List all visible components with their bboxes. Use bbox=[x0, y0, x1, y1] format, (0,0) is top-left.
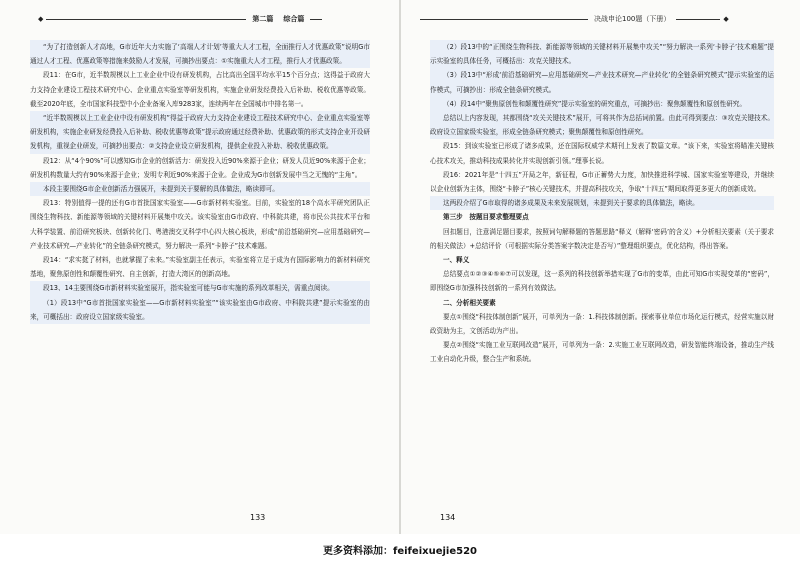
paragraph: 段14：“求实挺了材料，也就掌握了未来。”实验室副主任表示，实验室将立足于成为有国际影响力的新材料研究基地，聚焦原创性和颠覆性研究、自主创新，打造大湾区的创新高地。 bbox=[30, 256, 370, 279]
paragraph: “为了打造创新人才高地，G市近年大力实施了‘高端人才计划’等重大人才工程，全面推行人才优惠政策”说明G市通过人才工程、优惠政策等措施来鼓励人才发展，可摘抄出要点：①实施重大人才工程，推行人才优惠政策。 bbox=[30, 40, 370, 68]
paragraph: （3）段13中“形成‘前沿基础研究—应用基础研究—产业技术研究—产业转化’的全链条研究模式”提示实验室的运作模式，可摘抄出：形成全链条研究模式。 bbox=[430, 68, 774, 96]
paragraph: “近半数规模以上工业企业中设有研发机构”得益于政府大力支持企业建设工程技术研究中心、企业重点实验室等研发机构，实施企业研发经费投入后补助、税收优惠等政策”提示政府通过经费补助、优惠政策的形式支持企业开设研发机构，重视企业研发，可摘抄出要点：②支持企业设立研发机构，提供企业投入补助、税收优惠政策。 bbox=[30, 111, 370, 154]
paragraph: 总结要点①②③④⑤⑥⑦可以发现，这一系列的科技创新举措实现了G市的变革，由此可知G市实现变革的“密码”，即围绕G市加强科技创新的一系列有效做法。 bbox=[430, 270, 774, 293]
paragraph: 段13：特别值得一提的还有G市首批国家实验室——G市新材料实验室。目前，实验室的18个高水平研究团队正围绕生物科技、新能源等领域的关键材料开展集中攻关。该实验室由G市政府、中科院共建，将市民公共技术平台和大科学装置、前沿研究板块、创新转化门、粤港澳交叉科学中心四大核心板块，形成“前沿基础研究—应用基础研究—产业技术研究—产业转化”的全链条研究模式，努力解决一系列“卡脖子”技术难题。 bbox=[30, 199, 370, 250]
paragraph: 要点②围绕“实施工业互联网改造”展开，可单列为一条：2.实施工业互联网改造，研发智能终端设备，推动生产线工业自动化升级，整合生产和系统。 bbox=[430, 341, 774, 364]
paragraph: 段12：从“4个90%”可以感知G市企业的创新活力：研发投入近90%来源于企业；研发人员近90%来源于企业；研发机构数量大约有90%来源于企业；发明专利近90%来源于企业。企业成为G市创新发展中当之无愧的“主角”。 bbox=[30, 156, 370, 179]
header-part: 第二篇 bbox=[252, 15, 274, 23]
paragraph: 这两段介绍了G市取得的诸多成果及未来发展规划，未提到关于要求的具体做法，略读。 bbox=[430, 196, 774, 210]
paragraph: 要点①围绕“科技体制创新”展开，可单列为一条：1.科技体制创新。探索事业单位市场化运行模式，经营实施以财政资助为主，文创活动为产出。 bbox=[430, 312, 774, 336]
diamond-icon: ◆ bbox=[723, 15, 729, 23]
paragraph: 一、释义 bbox=[443, 256, 470, 265]
left-running-header bbox=[38, 14, 378, 24]
paragraph: 段15：到该实验室已形成了诸多成果，还在国际权威学术期刊上发表了数篇文章。“该下来，实验室将瞄准关键核心技术攻关，推动科技成果转化并实现创新引领。”理事长说。 bbox=[430, 142, 774, 165]
right-page-body bbox=[430, 40, 774, 367]
book-title: 决战申论100题（下册） bbox=[594, 15, 671, 23]
left-page-body bbox=[30, 40, 370, 324]
header-rule bbox=[676, 19, 720, 20]
footer-promo-text: 更多资料添加：feifeixuejie520 bbox=[323, 546, 477, 557]
paragraph: 段11：在G市，近半数规模以上工业企业中设有研发机构，占比高出全国平均水平15个百分点；这得益于政府大力支持企业建设工程技术研究中心、企业重点实验室等研发机构，实施企业研发经费投入后补助、税收优惠等政策。截至2020年底，全市国家科技型中小企业备案入库9283家，连续两年在全国城市中排名第一。 bbox=[30, 71, 370, 108]
header-rule bbox=[46, 19, 246, 20]
paragraph: 本段主要围绕G市企业创新活力强展开，未提到关于要解的具体做法，略读即可。 bbox=[30, 182, 370, 196]
page-number-left: 133 bbox=[250, 513, 266, 522]
paragraph: 回扣题目，注意满足题目要求，按照词句解释题的答题思路“释义（解释‘密码’的含义）+分析相关要素（关于要求的相关做法）+总结评价（可根据实际分类答案字数决定是否写）”整理组织要点，优化结构，得出答案。 bbox=[430, 227, 774, 250]
paragraph: （1）段13中“G市首批国家实验室——G市新材料实验室”“该实验室由G市政府、中科院共建”提示实验室的由来，可概括出：政府设立国家级实验室。 bbox=[30, 296, 370, 324]
paragraph: 总结以上内容发现，其都围绕“攻关关键技术”展开，可将其作为总括词前置。由此可得到要点：③攻克关键技术。政府设立国家级实验室，形成全链条研究模式；聚焦颠覆性和原创性研究。 bbox=[430, 111, 774, 139]
header-rule bbox=[420, 19, 588, 20]
book-spine bbox=[399, 0, 401, 534]
paragraph: 二、分析相关要素 bbox=[443, 298, 496, 307]
header-rule bbox=[310, 19, 322, 20]
paragraph: 段13、14主要围绕G市新材料实验室展开，指实验室可能与G市实施的系列改革相关，需重点阅读。 bbox=[30, 281, 370, 295]
diamond-icon: ◆ bbox=[38, 15, 44, 23]
paragraph: （4）段14中“聚焦原创性和颠覆性研究”提示实验室的研究重点，可摘抄出：聚焦颠覆性和原创性研究。 bbox=[430, 97, 774, 111]
paragraph: 第三步 按题目要求整理要点 bbox=[443, 213, 529, 222]
paragraph: （2）段13中的“正围绕生物科技、新能源等领域的关键材料开展集中攻关”“努力解决一系列‘卡脖子’技术难题”提示实验室的具体任务，可概括出：攻克关键技术。 bbox=[430, 40, 774, 68]
paragraph: 段16：2021年是“十四五”开局之年，新征程，G市正蓄势大力度，加快推进科学城、国家实验室等建设，并继续以企业创新为主体，围绕“卡脖子”核心关键技术，并提高科技攻关，争取“十四五”期间取得更多更大的创新成效。 bbox=[430, 170, 774, 194]
right-running-header bbox=[420, 14, 780, 24]
header-section: 综合篇 bbox=[283, 15, 305, 23]
page-number-right: 134 bbox=[440, 513, 456, 522]
